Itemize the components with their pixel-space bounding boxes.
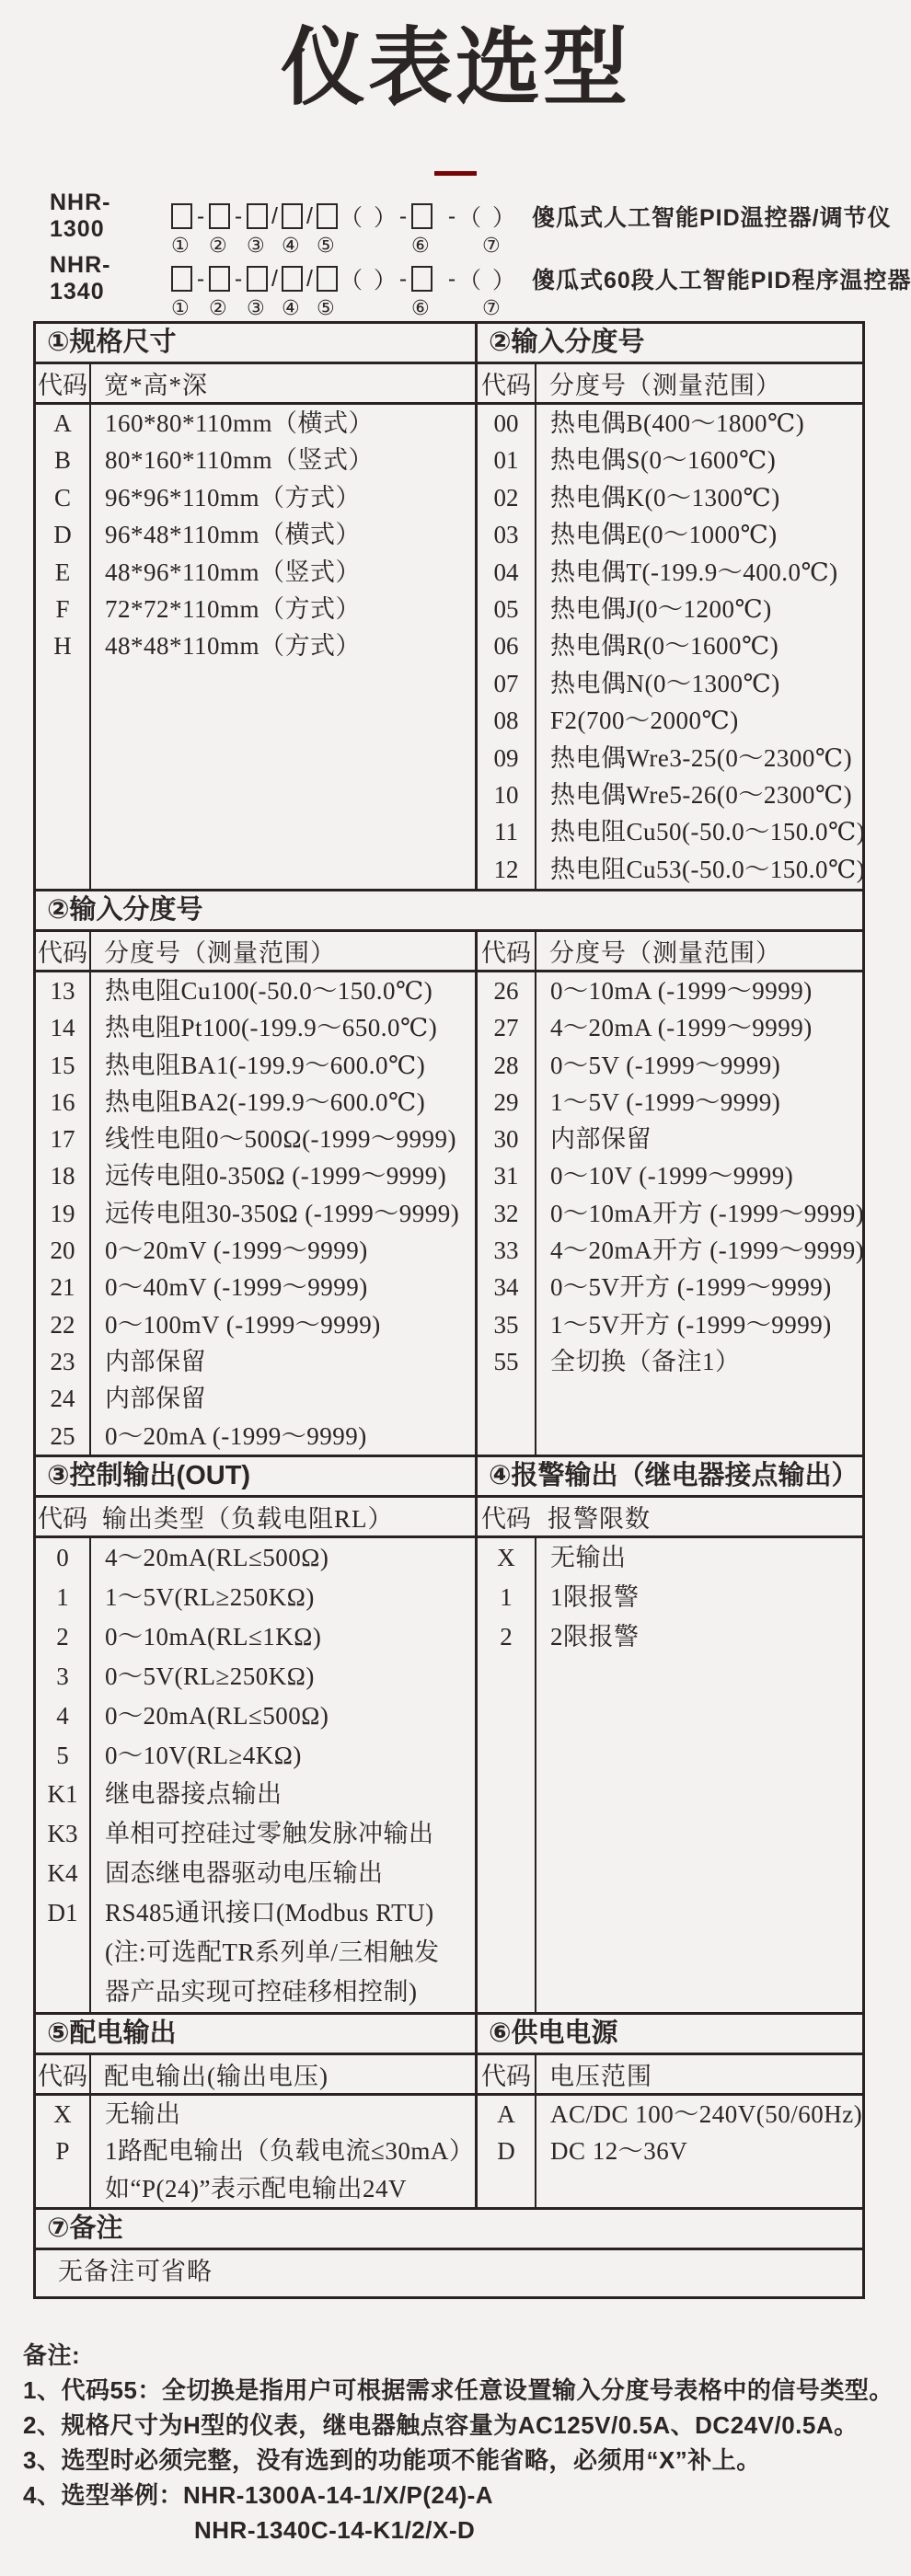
code-cell: 15 [50,1051,75,1079]
pattern-separator: （ [340,268,363,293]
code-cell: 2 [500,1622,513,1650]
code-cell: 20 [50,1236,75,1265]
code-cell: 28 [493,1051,519,1079]
value-column [91,972,475,1455]
code-slot-box [411,203,432,229]
value-cell: 1～5V(RL≥250KΩ) [105,1582,315,1611]
value-cell: 热电阻BA1(-199.9～600.0℃) [105,1051,426,1079]
value-cell: 0～10mA(RL≤1KΩ) [105,1622,322,1650]
pattern-separator: （ [458,205,482,231]
code-slot-box [209,266,230,292]
code-cell: 33 [493,1236,519,1265]
code-cell: 18 [50,1162,75,1190]
value-cell: 0～10mA开方 (-1999～9999) [550,1199,865,1227]
code-cell: B [53,446,71,475]
table-data [36,2096,475,2207]
code-cell: 01 [493,446,519,475]
section-header: ②输入分度号 [478,324,862,364]
spec-table-5 [33,2207,865,2299]
value-cell: 热电偶B(400～1800℃) [550,409,805,437]
spec-table-4 [33,2012,865,2210]
value-cell: 热电阻Cu53(-50.0～150.0℃) [550,855,866,883]
value-cell: F2(700～2000℃) [550,707,739,735]
table-half-right [475,1457,862,2012]
code-cell: 04 [493,558,519,586]
table-half-left [36,2015,475,2207]
position-markers-row-2 [50,295,911,325]
code-cell: 16 [50,1087,75,1116]
column-header-label: 配电输出(输出电压) [104,2063,329,2090]
position-marker: ① [171,296,190,319]
code-cell: D [497,2137,515,2166]
code-slot-box [247,266,268,292]
code-cell: 4 [56,1701,69,1730]
code-column [36,972,91,1455]
value-cell: 热电偶Wre3-25(0～2300℃) [550,743,853,772]
selection-tables [33,321,865,2299]
code-slot-box [171,203,192,229]
value-cell: 无输出 [105,2100,181,2128]
code-cell: 17 [50,1125,75,1154]
value-cell: 热电偶E(0～1000℃) [550,521,778,549]
position-markers-row-1 [50,233,911,262]
code-cell: 11 [494,818,518,846]
model-name: NHR-1300 [50,190,111,242]
position-marker: ② [209,296,227,319]
position-marker: ① [171,234,190,257]
table-data [36,1538,475,2012]
section-header: ⑥供电电源 [478,2015,862,2055]
value-cell: 0～20mV (-1999～9999) [105,1236,368,1265]
column-header-row [478,1498,862,1538]
value-cell: 内部保留 [105,1347,206,1375]
code-cell: K4 [47,1859,78,1888]
code-cell: 10 [493,781,519,810]
code-cell: 00 [493,409,519,437]
code-cell: 19 [50,1199,75,1227]
value-cell: DC 12～36V [550,2137,688,2166]
value-cell: 2限报警 [550,1622,640,1650]
pattern-separator: / [306,265,313,292]
value-cell: 48*96*110mm（竖式） [105,558,362,586]
code-cell: P [55,2137,70,2166]
code-cell: 3 [56,1662,69,1690]
pattern-separator: / [271,202,278,229]
model-line-2 [50,252,911,305]
position-marker: ⑤ [317,296,335,319]
table-half-right [475,932,865,1455]
table-half-right [475,2015,862,2207]
pattern-separator: - [196,202,205,229]
code-column [478,405,536,889]
column-header-row [478,932,862,972]
remark-cell: 无备注可省略 [58,2258,213,2285]
section-header: ①规格尺寸 [36,324,475,364]
value-cell: 线性电阻0～500Ω(-1999～9999) [105,1125,457,1154]
table-body [36,324,866,889]
column-header-label: 分度号（测量范围） [104,939,336,967]
value-cell: 无输出 [550,1544,627,1571]
code-cell: 2 [56,1622,69,1650]
code-cell: 27 [493,1014,519,1042]
position-marker: ③ [247,234,265,257]
footnotes-title: 备注: [23,2341,81,2369]
value-cell: 热电偶T(-199.9～400.0℃) [550,558,838,586]
code-cell: F [55,595,70,624]
value-cell: 4～20mA(RL≤500Ω) [105,1544,329,1571]
table-half-left [36,1457,475,2012]
value-cell: 1路配电输出（负载电流≤30mA） [105,2137,475,2166]
value-cell: 热电偶K(0～1300℃) [550,483,780,512]
value-cell: 热电偶N(0～1300℃) [550,669,780,697]
code-cell: A [53,409,72,437]
value-cell: 热电偶Wre5-26(0～2300℃) [550,781,853,810]
value-cell: AC/DC 100～240V(50/60Hz) [550,2100,863,2128]
spec-table-2 [33,889,865,1457]
column-header-code: 代码 [481,1505,531,1533]
column-header-row [36,2055,475,2096]
value-column [536,405,866,889]
title-accent-bar [434,171,477,176]
value-cell: 0～40mV (-1999～9999) [105,1273,368,1302]
code-cell: C [53,483,71,512]
code-cell: 21 [50,1273,75,1302]
code-slot-box [282,266,303,292]
value-column [91,1538,475,2012]
position-marker: ⑤ [317,234,335,257]
code-cell: 34 [493,1273,519,1302]
code-column [478,1538,536,2012]
position-marker: ⑥ [411,234,430,257]
code-cell: 05 [493,595,519,624]
value-cell: 0～20mA (-1999～9999) [105,1421,367,1450]
pattern-separator: - [234,202,243,229]
table-half-left [36,932,475,1455]
pattern-separator: ） [374,205,398,231]
code-cell: 31 [493,1162,519,1190]
position-marker: ⑦ [482,296,501,319]
position-marker: ③ [247,296,265,319]
column-header-row [478,364,862,405]
column-header-label: 报警限数 [548,1505,651,1533]
spec-table-3 [33,1455,865,2015]
pattern-separator: ） [492,205,516,231]
code-cell: 29 [493,1087,519,1116]
code-cell: E [54,558,71,586]
table-half-left [36,324,475,889]
code-slot-box [171,266,192,292]
value-cell: 48*48*110mm（方式） [105,632,362,661]
value-column [91,2096,475,2207]
code-cell: 03 [493,521,519,549]
value-cell: 远传电阻0-350Ω (-1999～9999) [105,1162,447,1190]
value-column [536,1538,862,2012]
value-cell: 远传电阻30-350Ω (-1999～9999) [105,1199,460,1227]
value-cell: 热电阻Pt100(-199.9～650.0℃) [105,1014,438,1042]
code-column [36,1538,91,2012]
pattern-separator: - [447,265,456,292]
ordering-code-pattern [169,262,515,295]
value-cell: 热电阻Cu50(-50.0～150.0℃) [550,818,866,846]
position-marker: ② [209,234,227,257]
pattern-separator: - [398,265,408,292]
pattern-separator: - [398,202,408,229]
code-cell: 5 [56,1741,69,1769]
column-header-code: 代码 [38,1505,87,1533]
code-cell: 26 [493,977,519,1005]
model-line-1 [50,190,911,242]
code-cell: 32 [493,1199,519,1227]
column-header-label: 输出类型（负载电阻RL） [102,1505,394,1533]
table-data [478,405,866,889]
code-slot-box [411,266,432,292]
pattern-separator: ） [492,268,516,293]
code-cell: 30 [493,1125,519,1154]
value-cell: 0～5V(RL≥250KΩ) [105,1662,315,1690]
footnote-item: 4、选型举例：NHR-1300A-14-1/X/P(24)-A [23,2481,494,2509]
ordering-code-pattern [169,200,515,233]
column-header-code: 代码 [478,2055,536,2093]
value-column [91,405,475,889]
value-cell: (注:可选配TR系列单/三相触发 [105,1938,440,1967]
value-cell: RS485通讯接口(Modbus RTU) [105,1899,434,1927]
code-cell: 02 [493,483,519,512]
code-cell: 0 [56,1544,69,1571]
section-header: ②输入分度号 [36,891,862,932]
code-cell: X [497,1544,515,1571]
section-header: ⑦备注 [36,2210,862,2250]
value-cell: 0～5V开方 (-1999～9999) [550,1273,832,1302]
code-cell: 1 [500,1582,513,1611]
code-slot-box [247,203,268,229]
code-column [478,2096,536,2207]
value-column [536,972,865,1455]
value-column [536,2096,862,2207]
pattern-separator: （ [458,268,482,293]
value-cell: 0～10mA (-1999～9999) [550,977,813,1005]
code-column [478,972,536,1455]
value-cell: 继电器接点输出 [105,1780,283,1809]
value-cell: 160*80*110mm（横式） [105,409,375,437]
value-cell: 4～20mA开方 (-1999～9999) [550,1236,865,1265]
column-header-row [36,1498,475,1538]
column-header-code: 代码 [478,932,536,970]
code-cell: H [53,632,72,661]
pattern-separator: - [234,265,243,292]
pattern-separator: - [447,202,456,229]
value-cell: 0～10V (-1999～9999) [550,1162,794,1190]
table-body [36,1457,862,2012]
column-header-row [36,364,475,405]
page-title: 仪表选型 [280,21,630,115]
value-cell: 1～5V开方 (-1999～9999) [550,1310,832,1339]
section-header: ⑤配电输出 [36,2015,475,2055]
table-data [478,1538,862,2012]
code-cell: 55 [493,1347,519,1375]
table-data [36,405,475,889]
column-header-label: 分度号（测量范围） [549,372,781,399]
code-column [36,405,91,889]
value-cell: 1～5V (-1999～9999) [550,1087,781,1116]
code-cell: K3 [47,1820,78,1848]
column-header-label: 宽*高*深 [104,372,208,399]
pattern-separator: - [196,265,205,292]
value-cell: 热电偶S(0～1600℃) [550,446,777,475]
code-cell: D [53,521,72,549]
code-cell: X [53,2100,72,2128]
value-cell: 如“P(24)”表示配电输出24V [105,2174,407,2202]
code-slot-box [209,203,230,229]
section-header: ③控制输出(OUT) [36,1457,475,1498]
value-cell: 内部保留 [550,1125,652,1154]
value-cell: 固态继电器驱动电压输出 [105,1859,384,1888]
code-slot-box [282,203,303,229]
value-cell: 72*72*110mm（方式） [105,595,362,624]
code-cell: 06 [493,632,519,661]
table-data [478,972,865,1455]
value-cell: 热电阻Cu100(-50.0～150.0℃) [105,977,433,1005]
model-ordering-codes [50,190,911,325]
spec-table-1 [33,321,865,891]
value-cell: 单相可控硅过零触发脉冲输出 [105,1820,434,1848]
column-header-row [36,932,475,972]
table-data [478,2096,862,2207]
column-header-code: 代码 [36,364,91,402]
code-slot-box [317,203,338,229]
section-header: ④报警输出（继电器接点输出） [478,1457,862,1498]
footnote-item: NHR-1340C-14-K1/2/X-D [194,2516,476,2544]
column-header-code: 代码 [36,932,91,970]
value-cell: 4～20mA (-1999～9999) [550,1014,813,1042]
footnote-item: 1、代码55：全切换是指用户可根据需求任意设置输入分度号表格中的信号类型。 [23,2376,894,2404]
value-cell: 内部保留 [105,1385,206,1413]
code-cell: 07 [493,669,519,697]
position-marker: ④ [282,234,300,257]
column-header-code: 代码 [36,2055,91,2093]
code-cell [36,2170,89,2207]
code-cell: D1 [47,1899,78,1927]
code-cell: 14 [50,1014,75,1042]
code-cell [36,1972,89,2012]
model-name: NHR-1340 [50,252,111,305]
value-cell: 器产品实现可控硅移相控制) [105,1977,418,2006]
footnotes [23,2338,911,2547]
pattern-separator: ） [374,268,398,293]
code-cell: 25 [50,1421,75,1450]
table-data [36,972,475,1455]
value-cell: 0～100mV (-1999～9999) [105,1310,381,1339]
code-cell [36,1933,89,1972]
value-cell: 96*96*110mm（方式） [105,483,362,512]
code-cell: A [497,2100,515,2128]
value-cell: 热电偶J(0～1200℃) [550,595,772,624]
value-cell: 全切换（备注1） [550,1347,741,1375]
value-cell: 1限报警 [550,1582,640,1611]
code-cell: 35 [493,1310,519,1339]
value-cell: 0～20mA(RL≤500Ω) [105,1701,329,1730]
code-cell: 23 [50,1347,75,1375]
code-cell: 13 [50,977,75,1005]
column-header-row [478,2055,862,2096]
pattern-separator: / [271,265,278,292]
value-cell: 0～5V (-1999～9999) [550,1051,781,1079]
table-body [36,932,865,1455]
code-cell: 1 [56,1582,69,1611]
column-header-label: 分度号（测量范围） [549,939,781,967]
code-cell: 12 [493,855,519,883]
table-half-right [475,324,866,889]
code-cell: 08 [493,707,519,735]
page [0,7,911,2547]
code-cell: K1 [47,1780,78,1809]
value-cell: 80*160*110mm（竖式） [105,446,375,475]
value-cell: 热电阻BA2(-199.9～600.0℃) [105,1087,426,1116]
table-body [36,2015,862,2207]
position-marker: ④ [282,296,300,319]
footnote-item: 3、选型时必须完整，没有选到的功能项不能省略，必须用“X”补上。 [23,2446,761,2474]
code-cell: 22 [50,1310,75,1339]
value-cell: 96*48*110mm（横式） [105,521,362,549]
value-cell: 0～10V(RL≥4KΩ) [105,1741,302,1769]
footnote-item: 2、规格尺寸为H型的仪表，继电器触点容量为AC125V/0.5A、DC24V/0.5A。 [23,2411,859,2439]
column-header-code: 代码 [478,364,536,402]
code-column [36,2096,91,2207]
code-cell: 24 [50,1385,75,1413]
position-marker: ⑥ [411,296,430,319]
pattern-separator: （ [340,205,363,231]
code-slot-box [317,266,338,292]
pattern-separator: / [306,202,313,229]
model-description: 傻瓜式60段人工智能PID程序温控器 [532,268,911,293]
position-marker: ⑦ [482,234,501,257]
column-header-label: 电压范围 [549,2063,652,2090]
model-description: 傻瓜式人工智能PID温控器/调节仪 [532,205,892,231]
code-cell: 09 [493,743,519,772]
value-cell: 热电偶R(0～1600℃) [550,632,779,661]
